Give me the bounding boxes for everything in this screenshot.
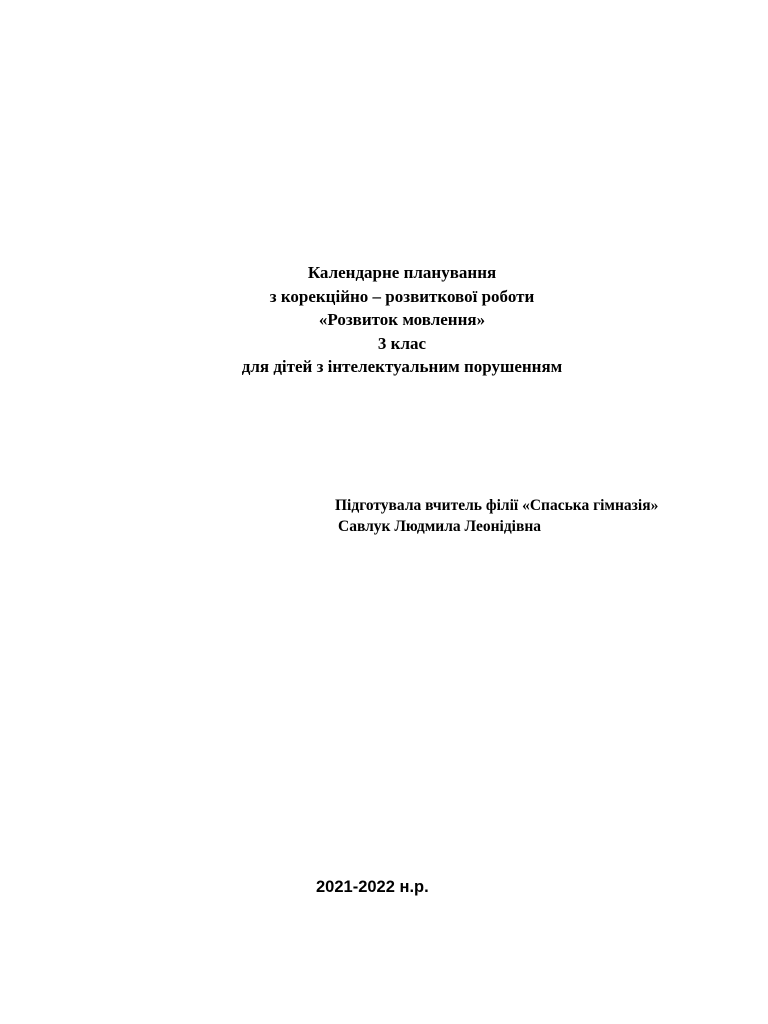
academic-year: 2021-2022 н.р. [316, 878, 429, 896]
prepared-by-text: Підготувала вчитель філії «Спаська гімназія» [335, 497, 659, 514]
author-name: Савлук Людмила Леонідівна [338, 518, 542, 535]
title-line-grade: 3 клас [377, 333, 427, 353]
title-line-work-type: з корекційно – розвиткової роботи [269, 286, 535, 306]
title-line-planning: Календарне планування [307, 263, 497, 282]
document-title-block [0, 261, 768, 379]
author-block [0, 495, 658, 537]
title-line-audience: для дітей з інтелектуальним порушенням [241, 357, 563, 376]
title-line-course: «Розвиток мовлення» [318, 310, 486, 329]
